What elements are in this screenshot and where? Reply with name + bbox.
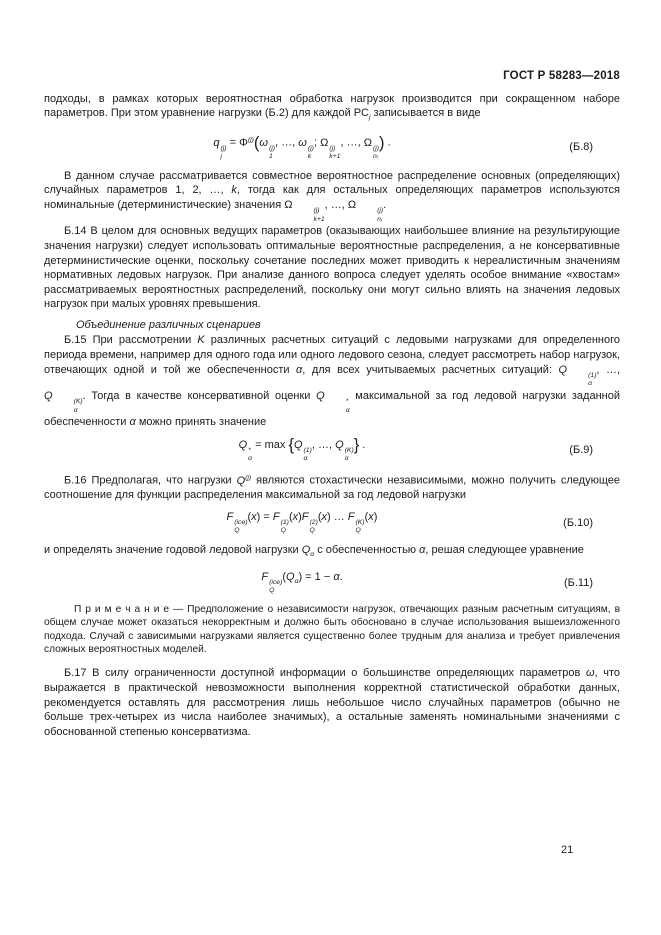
page-content (44, 0, 620, 739)
paragraph-equation-intro: и определять значение годовой ледовой нагрузки $Q_\alpha$ с обеспеченностью α, решая следующее уравнение (44, 543, 584, 559)
formula-b9 (44, 437, 620, 464)
formula-b11-number: (Б.11) (563, 576, 593, 589)
formula-b8-body: q (j) j = $\Phi^{(j)}(\omega$ (j) 1 , …, ω (j) k ; Ω (j) k+1 , …, Ω (j) nⱼ ) . (213, 133, 391, 161)
note-paragraph: П р и м е ч а н и е — Предположение о независимости нагрузок, отвечающих разным расчетным ситуациям, в общем случае может оказаться некорректным и должно быть обосновано в случае использования вышеизложенного подхода. Случай с зависимыми нагрузками является существенно более трудным для анализа и требует привлечения сложных вероятностных моделей. (44, 603, 620, 655)
section-heading-scenarios: Объединение различных сценариев (76, 318, 261, 331)
formula-b10 (44, 510, 620, 536)
formula-b10-body: F (ice) Q (x) = F (1) Q (x)F (2) Q (x) … F (K) Q (x) (226, 510, 378, 535)
formula-b9-body: Q * α = max {Q (1) α , …, Q (K) α } . (238, 435, 366, 463)
formula-b9-number: (Б.9) (569, 444, 593, 456)
paragraph-b15: Б.15 При рассмотрении K различных расчетных ситуаций с ледовыми нагрузками для определенного периода времени, например для одного года или одного ледового сезона, следует рассмотреть набор нагрузок, отвечающих одной и той же обеспеченности α, для всех учитываемых расчетных ситуаций: Q (1) α , …, Q (K) α . Тогда в качестве консервативной оценки Q * α максимальной за год ледовой нагрузки заданной обеспеченности α можно принять значение (44, 334, 620, 429)
formula-b10-number: (Б.10) (563, 516, 593, 529)
formula-b11-body: F (ice) Q $(Q_\alpha) = 1 - \alpha$. (261, 570, 343, 595)
formula-b11 (44, 570, 620, 596)
paragraph-continuation: подходы, в рамках которых вероятностная обработка нагрузок производится при сокращенном наборе параметров. При этом уравнение нагрузки (Б.2) для каждой $РС_j$ записывается в виде (44, 92, 620, 122)
paragraph-b17: Б.17 В силу ограниченности доступной информации о большинстве определяющих параметров ω, что выражается в практической невозможности выполнения корректной статистической обработки данных, рекомендуется оставлять для рассмотрения лишь небольшое число случайных параметров (обычно не больше трех-четырех из числа наиболее значимых), а остальные заменять номинальными значениями с обоснованной степенью консерватизма. (44, 667, 620, 738)
page-number: 21 (561, 844, 574, 856)
paragraph-joint-distribution: В данном случае рассматривается совместное вероятностное распределение основных (определяющих) случайных параметров 1, 2, …, k, тогда как для остальных определяющих параметров используются номинальные (детерминистические) значения Ω (j) k+1 , …, Ω (j) nⱼ . (44, 169, 620, 223)
formula-b8-number: (Б.8) (569, 141, 593, 154)
document-code-header: ГОСТ Р 58283—2018 (503, 70, 620, 82)
paragraph-b14: Б.14 В целом для основных ведущих параметров (оказывающих наибольшее влияние на результирующие значения нагрузки) следует использовать оптимальные вероятностные распределения, а не консервативные детерминистические оценки, поскольку сочетание последних может приводить к нереалистичным значениям нормативных ледовых нагрузок. При анализе данного вопроса следует уделять особое внимание «хвостам» рассматриваемых вероятностных распределений, поскольку они могут сильно влиять на значения ледовых нагрузок при малых уровнях превышения. (44, 225, 620, 311)
paragraph-b16: Б.16 Предполагая, что нагрузки $Q^{(j)}$ являются стохастически независимыми, можно получить следующее соотношение для функции распределения максимальной за год ледовой нагрузки (44, 473, 620, 502)
formula-b8 (44, 133, 620, 162)
